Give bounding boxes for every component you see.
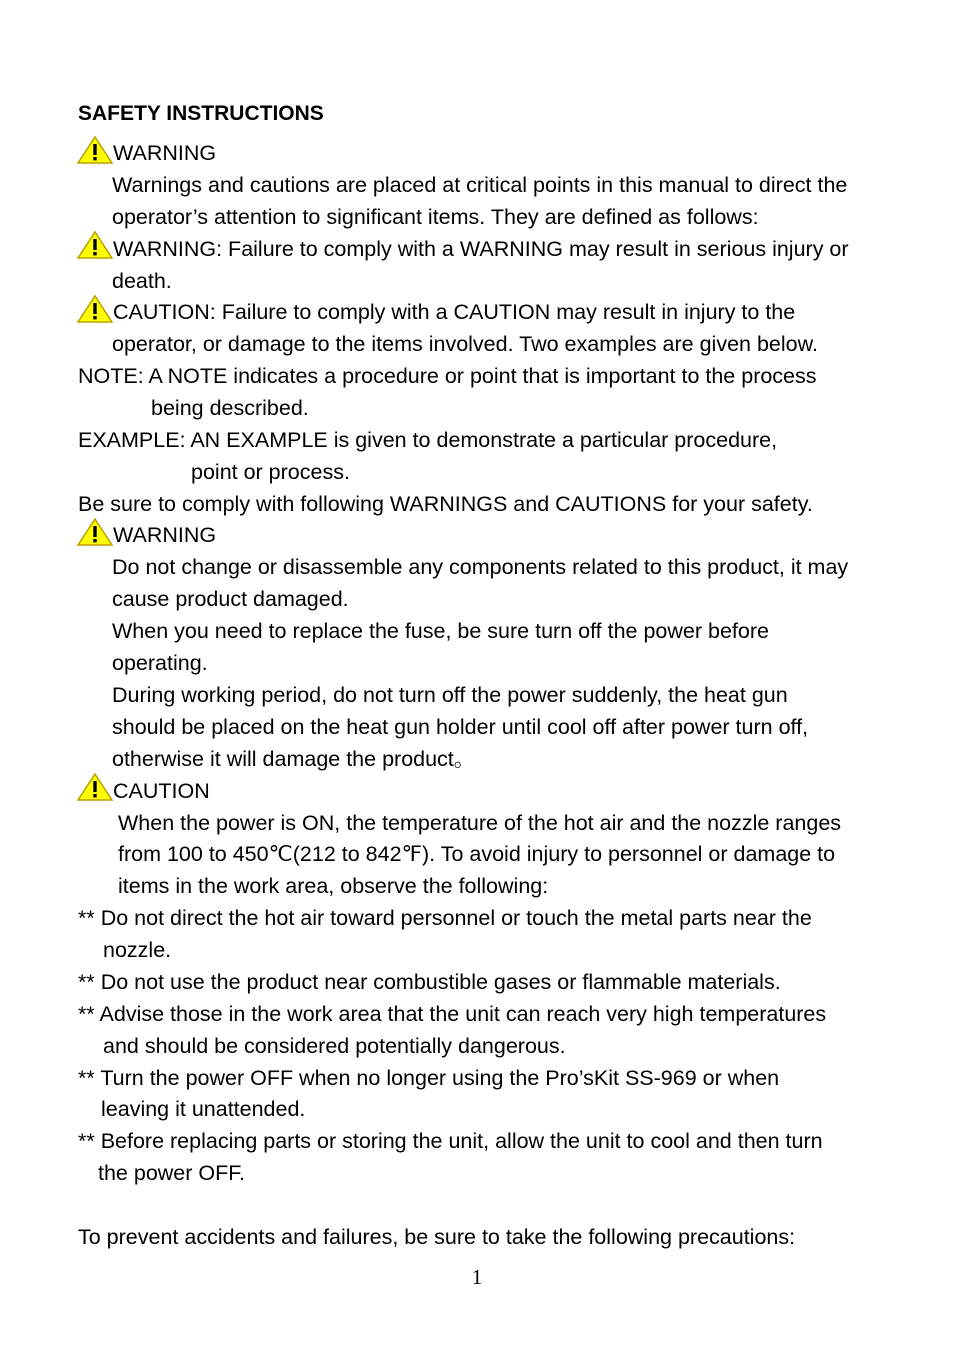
body-line: Warnings and cautions are placed at critical points in this manual to direct the: [112, 173, 848, 197]
page-number: 1: [471, 1265, 483, 1289]
bullet-item: ** Do not use the product near combustible gases or flammable materials.: [78, 970, 781, 994]
body-line: When the power is ON, the temperature of the hot air and the nozzle ranges: [118, 811, 842, 835]
section-label-caution: CAUTION: [113, 779, 210, 803]
body-line: leaving it unattended.: [101, 1097, 306, 1121]
body-line: operating.: [112, 651, 208, 675]
body-line: and should be considered potentially dangerous.: [103, 1034, 566, 1058]
body-line: Be sure to comply with following WARNINGS and CAUTIONS for your safety.: [78, 492, 813, 516]
page-title: SAFETY INSTRUCTIONS: [78, 102, 324, 125]
body-line: point or process.: [191, 460, 350, 484]
warning-triangle-icon: [76, 294, 114, 324]
bullet-item: ** Do not direct the hot air toward personnel or touch the metal parts near the: [78, 906, 812, 930]
warning-triangle-icon: [76, 517, 114, 547]
body-line: being described.: [151, 396, 309, 420]
body-line: items in the work area, observe the following:: [118, 874, 549, 898]
definition-caution: CAUTION: Failure to comply with a CAUTION may result in injury to the: [113, 300, 796, 324]
body-line: cause product damaged.: [112, 587, 349, 611]
body-line: operator, or damage to the items involved. Two examples are given below.: [112, 332, 818, 356]
definition-warning: WARNING: Failure to comply with a WARNING may result in serious injury or: [113, 237, 849, 261]
body-line: When you need to replace the fuse, be sure turn off the power before: [112, 619, 769, 643]
definition-example: EXAMPLE: AN EXAMPLE is given to demonstrate a particular procedure,: [78, 428, 778, 452]
body-line: should be placed on the heat gun holder until cool off after power turn off,: [112, 715, 809, 739]
body-line: otherwise it will damage the product。: [112, 747, 476, 771]
bullet-item: ** Advise those in the work area that the unit can reach very high temperatures: [78, 1002, 827, 1026]
definition-note: NOTE: A NOTE indicates a procedure or point that is important to the process: [78, 364, 817, 388]
warning-triangle-icon: [76, 772, 114, 802]
body-line: death.: [112, 269, 172, 293]
warning-triangle-icon: [76, 230, 114, 260]
bullet-item: ** Turn the power OFF when no longer using the Pro’sKit SS-969 or when: [78, 1066, 780, 1090]
body-line: Do not change or disassemble any components related to this product, it may: [112, 555, 849, 579]
body-line: nozzle.: [103, 938, 172, 962]
body-line: operator’s attention to significant items. They are defined as follows:: [112, 205, 759, 229]
warning-triangle-icon: [76, 135, 114, 165]
body-line: To prevent accidents and failures, be sure to take the following precautions:: [78, 1225, 796, 1249]
bullet-item: ** Before replacing parts or storing the unit, allow the unit to cool and then turn: [78, 1129, 823, 1153]
section-label-warning: WARNING: [113, 523, 217, 547]
body-line: the power OFF.: [98, 1161, 245, 1185]
body-line: During working period, do not turn off the power suddenly, the heat gun: [112, 683, 788, 707]
body-line: from 100 to 450℃(212 to 842℉). To avoid injury to personnel or damage to: [118, 842, 836, 866]
section-label-warning: WARNING: [113, 141, 217, 165]
